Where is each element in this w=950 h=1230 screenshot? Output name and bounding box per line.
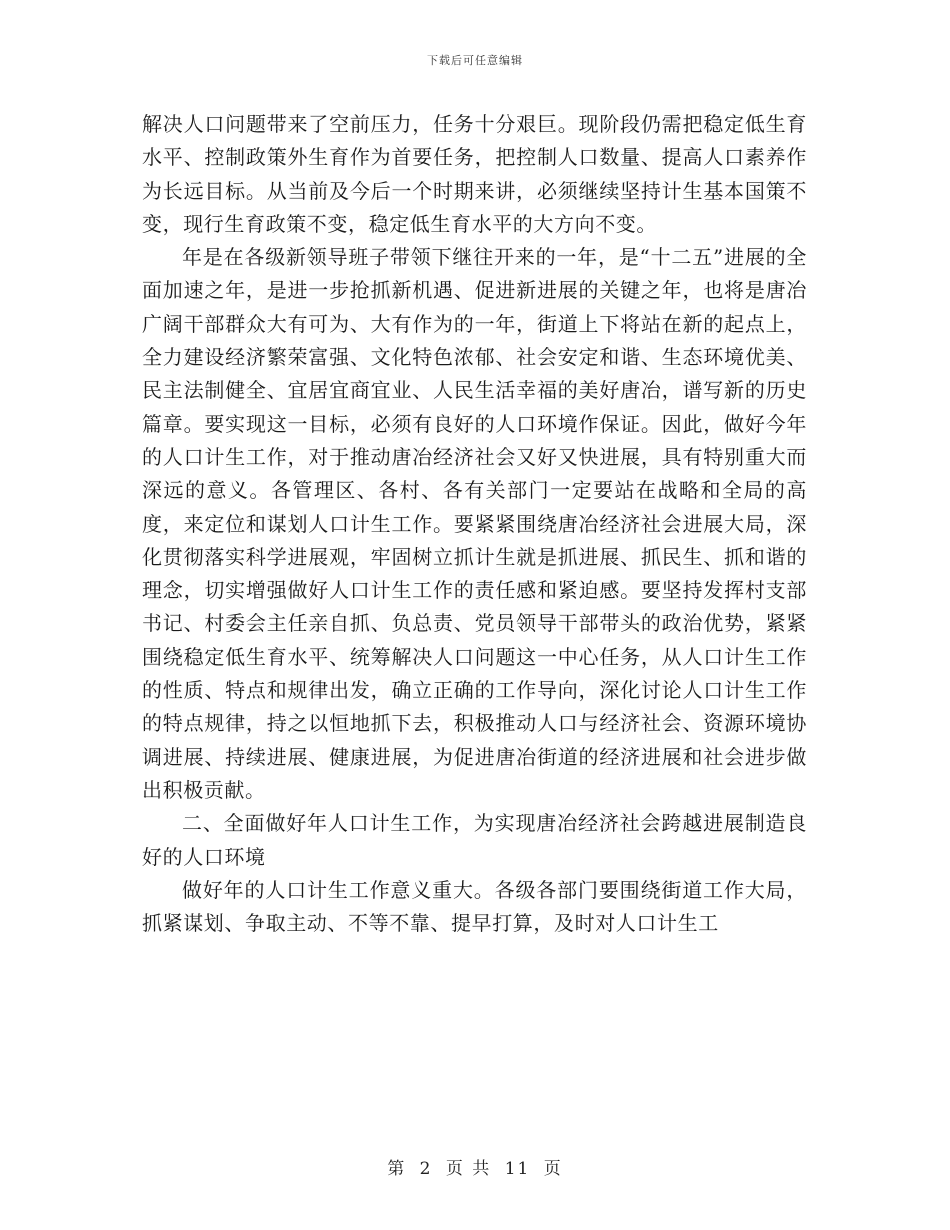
total-page-count: 11 (504, 1159, 531, 1179)
section-heading: 二、全面做好年人口计生工作，为实现唐冶经济社会跨越进展制造良好的人口环境 (142, 811, 807, 869)
footer-prefix: 第 (387, 1159, 407, 1179)
page-header: 下载后可任意编辑 (427, 54, 523, 67)
paragraph: 解决人口问题带来了空前压力，任务十分艰巨。现阶段仍需把稳定低生育水平、控制政策外生育作为首要任务，把控制人口数量、提高人口素养作为长远目标。从当前及今后一个时期来讲，必须继续坚持计生基本国策不变，现行生育政策不变，稳定低生育水平的大方向不变。 (142, 112, 807, 236)
footer-suffix: 页 (543, 1159, 563, 1179)
paragraph: 年是在各级新领导班子带领下继往开来的一年，是“十二五”进展的全面加速之年，是进一步抢抓新机遇、促进新进展的关键之年，也将是唐冶广阔干部群众大有可为、大有作为的一年，街道上下将站在新的起点上，全力建设经济繁荣富强、文化特色浓郁、社会安定和谐、生态环境优美、民主法制健全、宜居宜商宜业、人民生活幸福的美好唐冶，谱写新的历史篇章。要实现这一目标，必须有良好的人口环境作保证。因此，做好今年的人口计生工作，对于推动唐冶经济社会又好又快进展，具有特别重大而深远的意义。各管理区、各村、各有关部门一定要站在战略和全局的高度，来定位和谋划人口计生工作。要紧紧围绕唐冶经济社会进展大局，深化贯彻落实科学进展观，牢固树立抓计生就是抓进展、抓民生、抓和谐的理念，切实增强做好人口计生工作的责任感和紧迫感。要坚持发挥村支部书记、村委会主任亲自抓、负总责、党员领导干部带头的政治优势，紧紧围绕稳定低生育水平、统筹解决人口问题这一中心任务，从人口计生工作的性质、特点和规律出发，确立正确的工作导向，深化讨论人口计生工作的特点规律，持之以恒地抓下去，积极推动人口与经济社会、资源环境协调进展、持续进展、健康进展，为促进唐冶街道的经济进展和社会进步做出积极贡献。 (142, 245, 807, 802)
footer-middle: 页 共 (445, 1159, 492, 1179)
page-footer (0, 1154, 950, 1179)
current-page-number: 2 (419, 1159, 433, 1179)
document-body (142, 108, 807, 940)
paragraph: 做好年的人口计生工作意义重大。各级各部门要围绕街道工作大局，抓紧谋划、争取主动、不等不靠、提早打算，及时对人口计生工 (142, 877, 807, 936)
